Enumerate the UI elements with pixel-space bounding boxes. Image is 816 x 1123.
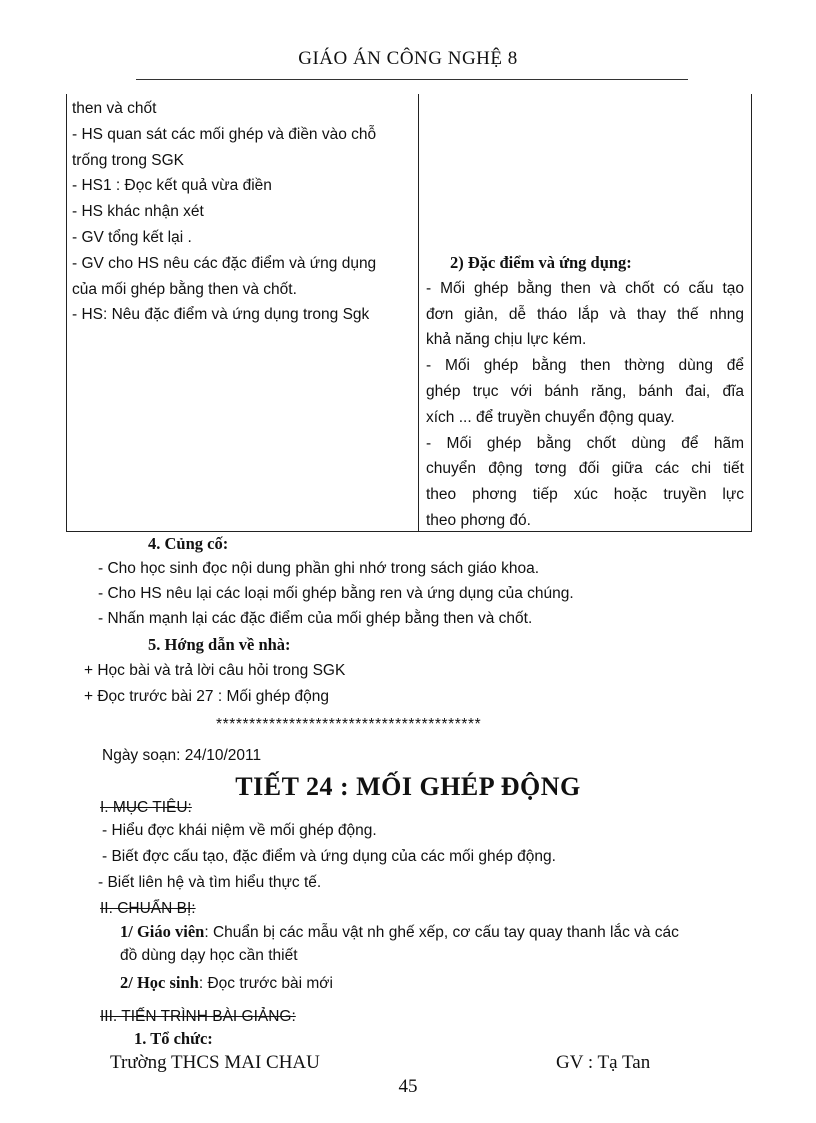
left-line: - HS: Nêu đặc điểm và ứng dụng trong Sgk <box>72 306 370 324</box>
left-line: - HS quan sát các mối ghép và điền vào chỗ <box>72 125 377 143</box>
right-line: xích ... để truyền chuyển động quay. <box>426 408 675 426</box>
footer-teacher: GV : Tạ Tan <box>556 1052 651 1073</box>
right-line: - Mối ghép bằng then và chốt có cấu tạo <box>426 279 744 297</box>
left-line: then và chốt <box>72 100 157 117</box>
table-left-column <box>72 96 414 328</box>
lesson-title: TIẾT 24 : MỐI GHÉP ĐỘNG <box>235 772 581 801</box>
giao-vien-line <box>120 922 679 942</box>
huong-dan-heading: 5. Hớng dẫn về nhà: <box>148 635 291 654</box>
right-line: đơn giản, dễ tháo lắp và thay thế nhng <box>426 305 744 323</box>
right-line: chuyển động tơng đối giữa các chi tiết <box>426 460 744 478</box>
huong-dan-item: + Đọc trước bài 27 : Mối ghép động <box>84 688 329 705</box>
giao-vien-label: 1/ Giáo viên <box>120 922 205 941</box>
muc-tieu-item: - Hiểu đợc khái niệm về mối ghép động. <box>102 822 377 839</box>
cung-co-item: - Nhấn mạnh lại các đặc điểm của mối ghép bằng then và chốt. <box>98 610 533 627</box>
right-line: ghép trục với bánh răng, bánh đai, đĩa <box>426 382 744 400</box>
giao-vien-text-cont: đồ dùng dạy học cần thiết <box>120 947 298 964</box>
left-line: trống trong SGK <box>72 151 185 169</box>
cung-co-heading: 4. Củng cố: <box>148 534 229 553</box>
huong-dan-item: + Học bài và trả lời câu hỏi trong SGK <box>84 662 346 679</box>
right-line: - Mối ghép bằng then thờng dùng để <box>426 357 744 375</box>
hoc-sinh-text: : Đọc trước bài mới <box>198 975 333 992</box>
left-line: - GV tổng kết lại . <box>72 228 192 246</box>
muc-tieu-item: - Biết đợc cấu tạo, đặc điểm và ứng dụng của các mối ghép động. <box>102 848 556 865</box>
right-line: khả năng chịu lực kém. <box>426 331 587 349</box>
page-header-title: GIÁO ÁN CÔNG NGHỆ 8 <box>298 48 518 69</box>
cung-co-item: - Cho học sinh đọc nội dung phần ghi nhớ trong sách giáo khoa. <box>98 560 540 577</box>
chuan-bi-heading: II. CHUẨN BỊ: <box>100 900 196 917</box>
table-right-column <box>426 250 744 534</box>
giao-vien-text: : Chuẩn bị các mẫu vật nh ghế xếp, cơ cấu tay quay thanh lắc và các <box>204 924 679 941</box>
left-line: - GV cho HS nêu các đặc điểm và ứng dụng <box>72 254 377 272</box>
page-number: 45 <box>398 1076 418 1097</box>
right-line: theo phơng đó. <box>426 511 531 529</box>
right-line: - Mối ghép bằng chốt dùng để hãm <box>426 434 744 452</box>
separator: **************************************** <box>216 716 482 733</box>
muc-tieu-item: - Biết liên hệ và tìm hiểu thực tế. <box>98 874 322 891</box>
hoc-sinh-line <box>120 973 333 993</box>
footer-school: Trường THCS MAI CHAU <box>110 1052 320 1073</box>
to-chuc-heading: 1. Tổ chức: <box>134 1029 213 1048</box>
muc-tieu-heading: I. MỤC TIÊU: <box>100 799 192 816</box>
table-column-divider <box>418 94 419 532</box>
left-line: - HS1 : Đọc kết quả vừa điền <box>72 177 272 195</box>
left-line: - HS khác nhận xét <box>72 203 204 221</box>
hoc-sinh-label: 2/ Học sinh <box>120 973 199 992</box>
right-line: theo phơng tiếp xúc hoặc truyền lực <box>426 486 744 504</box>
tien-trinh-heading: III. TIẾN TRÌNH BÀI GIẢNG: <box>100 1008 296 1025</box>
header-rule <box>136 79 688 80</box>
left-line: của mối ghép bằng then và chốt. <box>72 280 297 298</box>
cung-co-item: - Cho HS nêu lại các loại mối ghép bằng ren và ứng dụng của chúng. <box>98 585 574 602</box>
right-heading: 2) Đặc điểm và ứng dụng: <box>450 253 632 272</box>
lesson-date: Ngày soạn: 24/10/2011 <box>102 747 262 764</box>
